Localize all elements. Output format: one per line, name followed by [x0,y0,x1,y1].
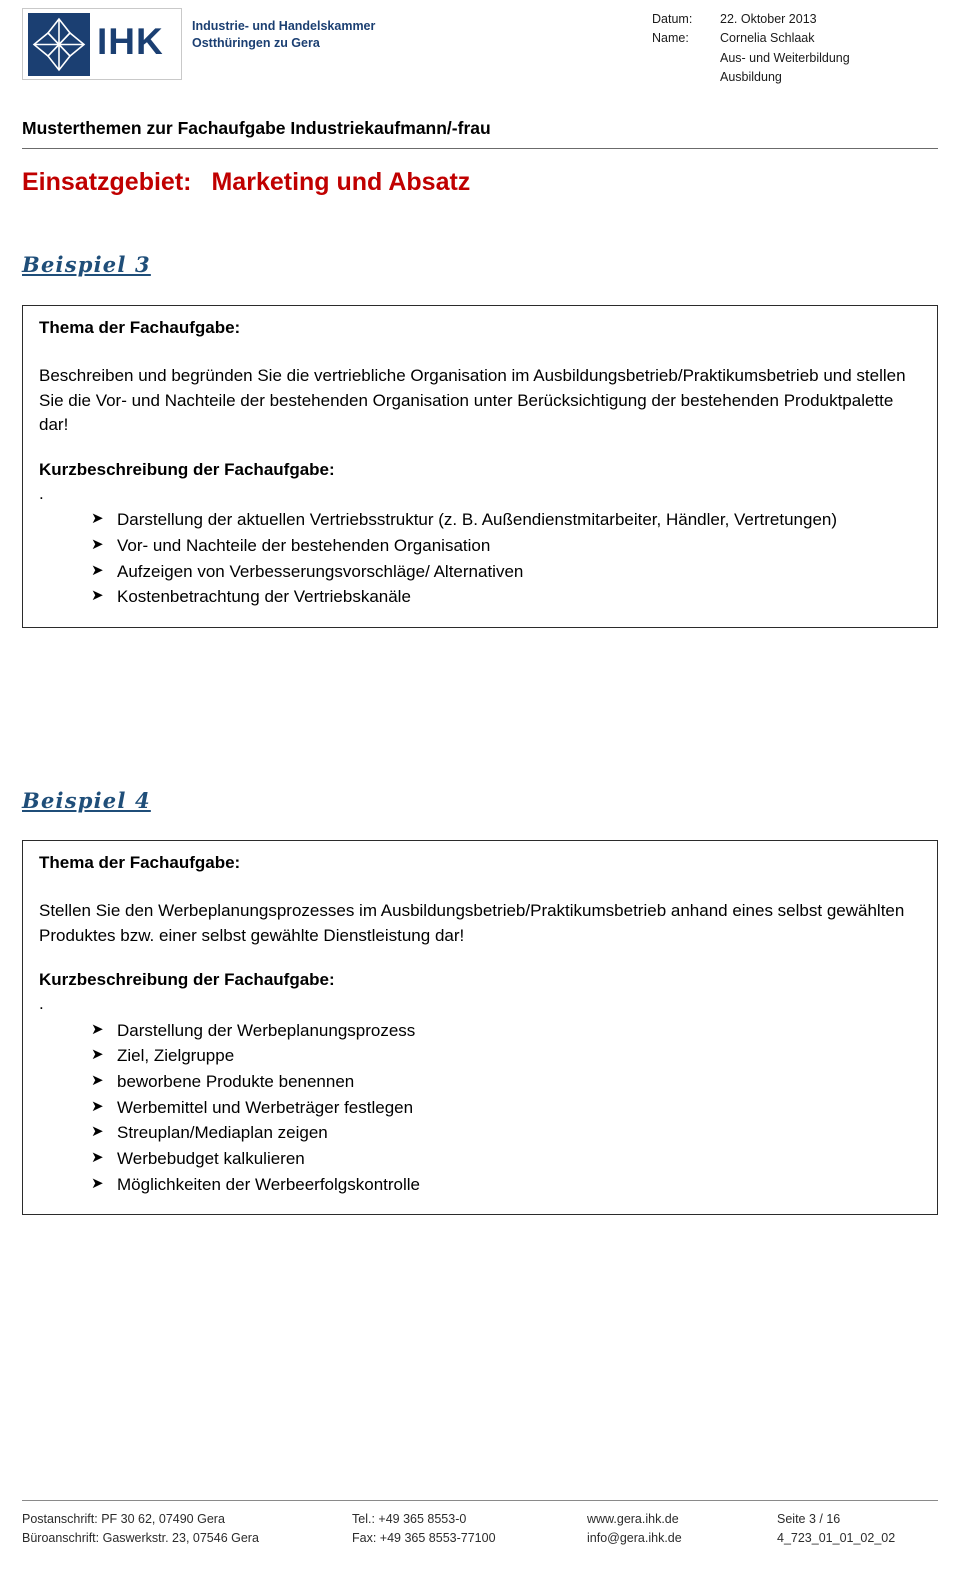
list-item-label: Streuplan/Mediaplan zeigen [117,1123,328,1143]
thema-label-3: Thema der Fachaufgabe: [39,318,241,337]
beispiel-3-box [22,305,938,628]
arrow-bullet-icon: ➤ [91,1045,104,1064]
logo-box [22,8,182,80]
footer-office-address: Büroanschrift: Gaswerkstr. 23, 07546 Gera [22,1530,259,1545]
arrow-bullet-icon: ➤ [91,1147,104,1166]
name-value: Cornelia Schlaak [720,31,815,46]
ihk-logo [22,8,392,80]
list-item [91,1096,921,1121]
arrow-bullet-icon: ➤ [91,1071,104,1090]
thema-text-4: Stellen Sie den Werbeplanungsprozesses im Ausbildungsbetrieb/Praktikumsbetrieb anhand eines selbst gewählten Produktes bzw. einer selbst gewählte Dienstleistung dar! [39,901,905,945]
list-item-label: Ziel, Zielgruppe [117,1046,235,1066]
footer-postal-address: Postanschrift: PF 30 62, 07490 Gera [22,1512,225,1526]
title-divider [22,148,938,149]
page-header [22,8,938,108]
arrow-bullet-icon: ➤ [91,1122,104,1141]
arrow-bullet-icon: ➤ [91,1096,104,1115]
kurz-dot-3: . [39,483,44,503]
list-item-label: Darstellung der aktuellen Vertriebsstruktur (z. B. Außendienstmitarbeiter, Händler, Vertretungen) [117,510,838,530]
footer-phone: Tel.: +49 365 8553-0 [352,1512,467,1526]
einsatzgebiet-heading [22,168,470,197]
kurz-bullets-4 [39,1019,921,1197]
footer-page-number: Seite 3 / 16 [777,1512,841,1526]
einsatzgebiet-label: Einsatzgebiet: [22,168,192,196]
list-item [91,1173,921,1198]
list-item-label: Werbebudget kalkulieren [117,1148,305,1168]
footer-divider [22,1500,938,1501]
logo-line-1: Industrie- und Handelskammer [192,19,376,33]
name-label: Name: [652,31,689,46]
logo-wordmark [192,18,412,52]
beispiel-3-heading-wrap [22,252,938,277]
list-item [91,1147,921,1172]
list-item-label: Werbemittel und Werbeträger festlegen [117,1097,414,1117]
arrow-bullet-icon: ➤ [91,586,104,605]
meta-row-name [652,29,850,48]
kurz-label-4: Kurzbeschreibung der Fachaufgabe: [39,970,335,990]
date-value: 22. Oktober 2013 [720,12,817,26]
beispiel-4-heading-wrap [22,788,938,813]
list-item [91,1121,921,1146]
beispiel-4-heading: Beispiel 4 [22,788,151,813]
footer-fax: Fax: +49 365 8553-77100 [352,1530,496,1545]
list-item [91,1070,921,1095]
department-line-2: Ausbildung [720,70,782,85]
page-footer [22,1510,938,1548]
kurz-dot-4: . [39,994,44,1014]
list-item-label: Möglichkeiten der Werbeerfolgskontrolle [117,1174,421,1194]
list-item-label: Kostenbetrachtung der Vertriebskanäle [117,587,411,607]
footer-row-1 [22,1510,938,1529]
list-item [91,534,921,559]
kurz-bullets-3 [39,508,921,610]
arrow-bullet-icon: ➤ [91,509,104,528]
logo-abbreviation: IHK [97,21,164,62]
list-item-label: Vor- und Nachteile der bestehenden Organisation [117,536,491,556]
page-title: Musterthemen zur Fachaufgabe Industriekaufmann/-frau [22,118,491,138]
thema-text-3: Beschreiben und begründen Sie die vertriebliche Organisation im Ausbildungsbetrieb/Praktikumsbetrieb und stellen Sie die Vor- und Nachteile der bestehenden Organisation unter Berücksichtigung der bestehenden Produktpalette dar! [39,366,906,435]
thema-label-4: Thema der Fachaufgabe: [39,853,241,872]
kurz-label-3: Kurzbeschreibung der Fachaufgabe: [39,459,335,479]
list-item-label: Aufzeigen von Verbesserungsvorschläge/ Alternativen [117,561,524,581]
department-line-1: Aus- und Weiterbildung [720,50,850,65]
ihk-cross-logo-icon [28,13,90,76]
date-label: Datum: [652,12,693,26]
footer-document-code: 4_723_01_01_02_02 [777,1530,896,1545]
list-item [91,1044,921,1069]
arrow-bullet-icon: ➤ [91,1019,104,1038]
header-meta [652,10,850,88]
list-item [91,1019,921,1044]
meta-row-date [652,10,850,29]
arrow-bullet-icon: ➤ [91,560,104,579]
arrow-bullet-icon: ➤ [91,1173,104,1192]
beispiel-4-box [22,840,938,1215]
footer-row-2 [22,1529,938,1548]
einsatzgebiet-value: Marketing und Absatz [211,168,471,196]
list-item-label: Darstellung der Werbeplanungsprozess [117,1020,416,1040]
footer-email: info@gera.ihk.de [587,1530,682,1545]
arrow-bullet-icon: ➤ [91,535,104,554]
list-item [91,560,921,585]
footer-website: www.gera.ihk.de [587,1512,679,1526]
list-item-label: beworbene Produkte benennen [117,1072,355,1092]
beispiel-3-heading: Beispiel 3 [22,252,151,277]
logo-line-2: Ostthüringen zu Gera [192,35,320,50]
list-item [91,508,921,533]
list-item [91,585,921,610]
